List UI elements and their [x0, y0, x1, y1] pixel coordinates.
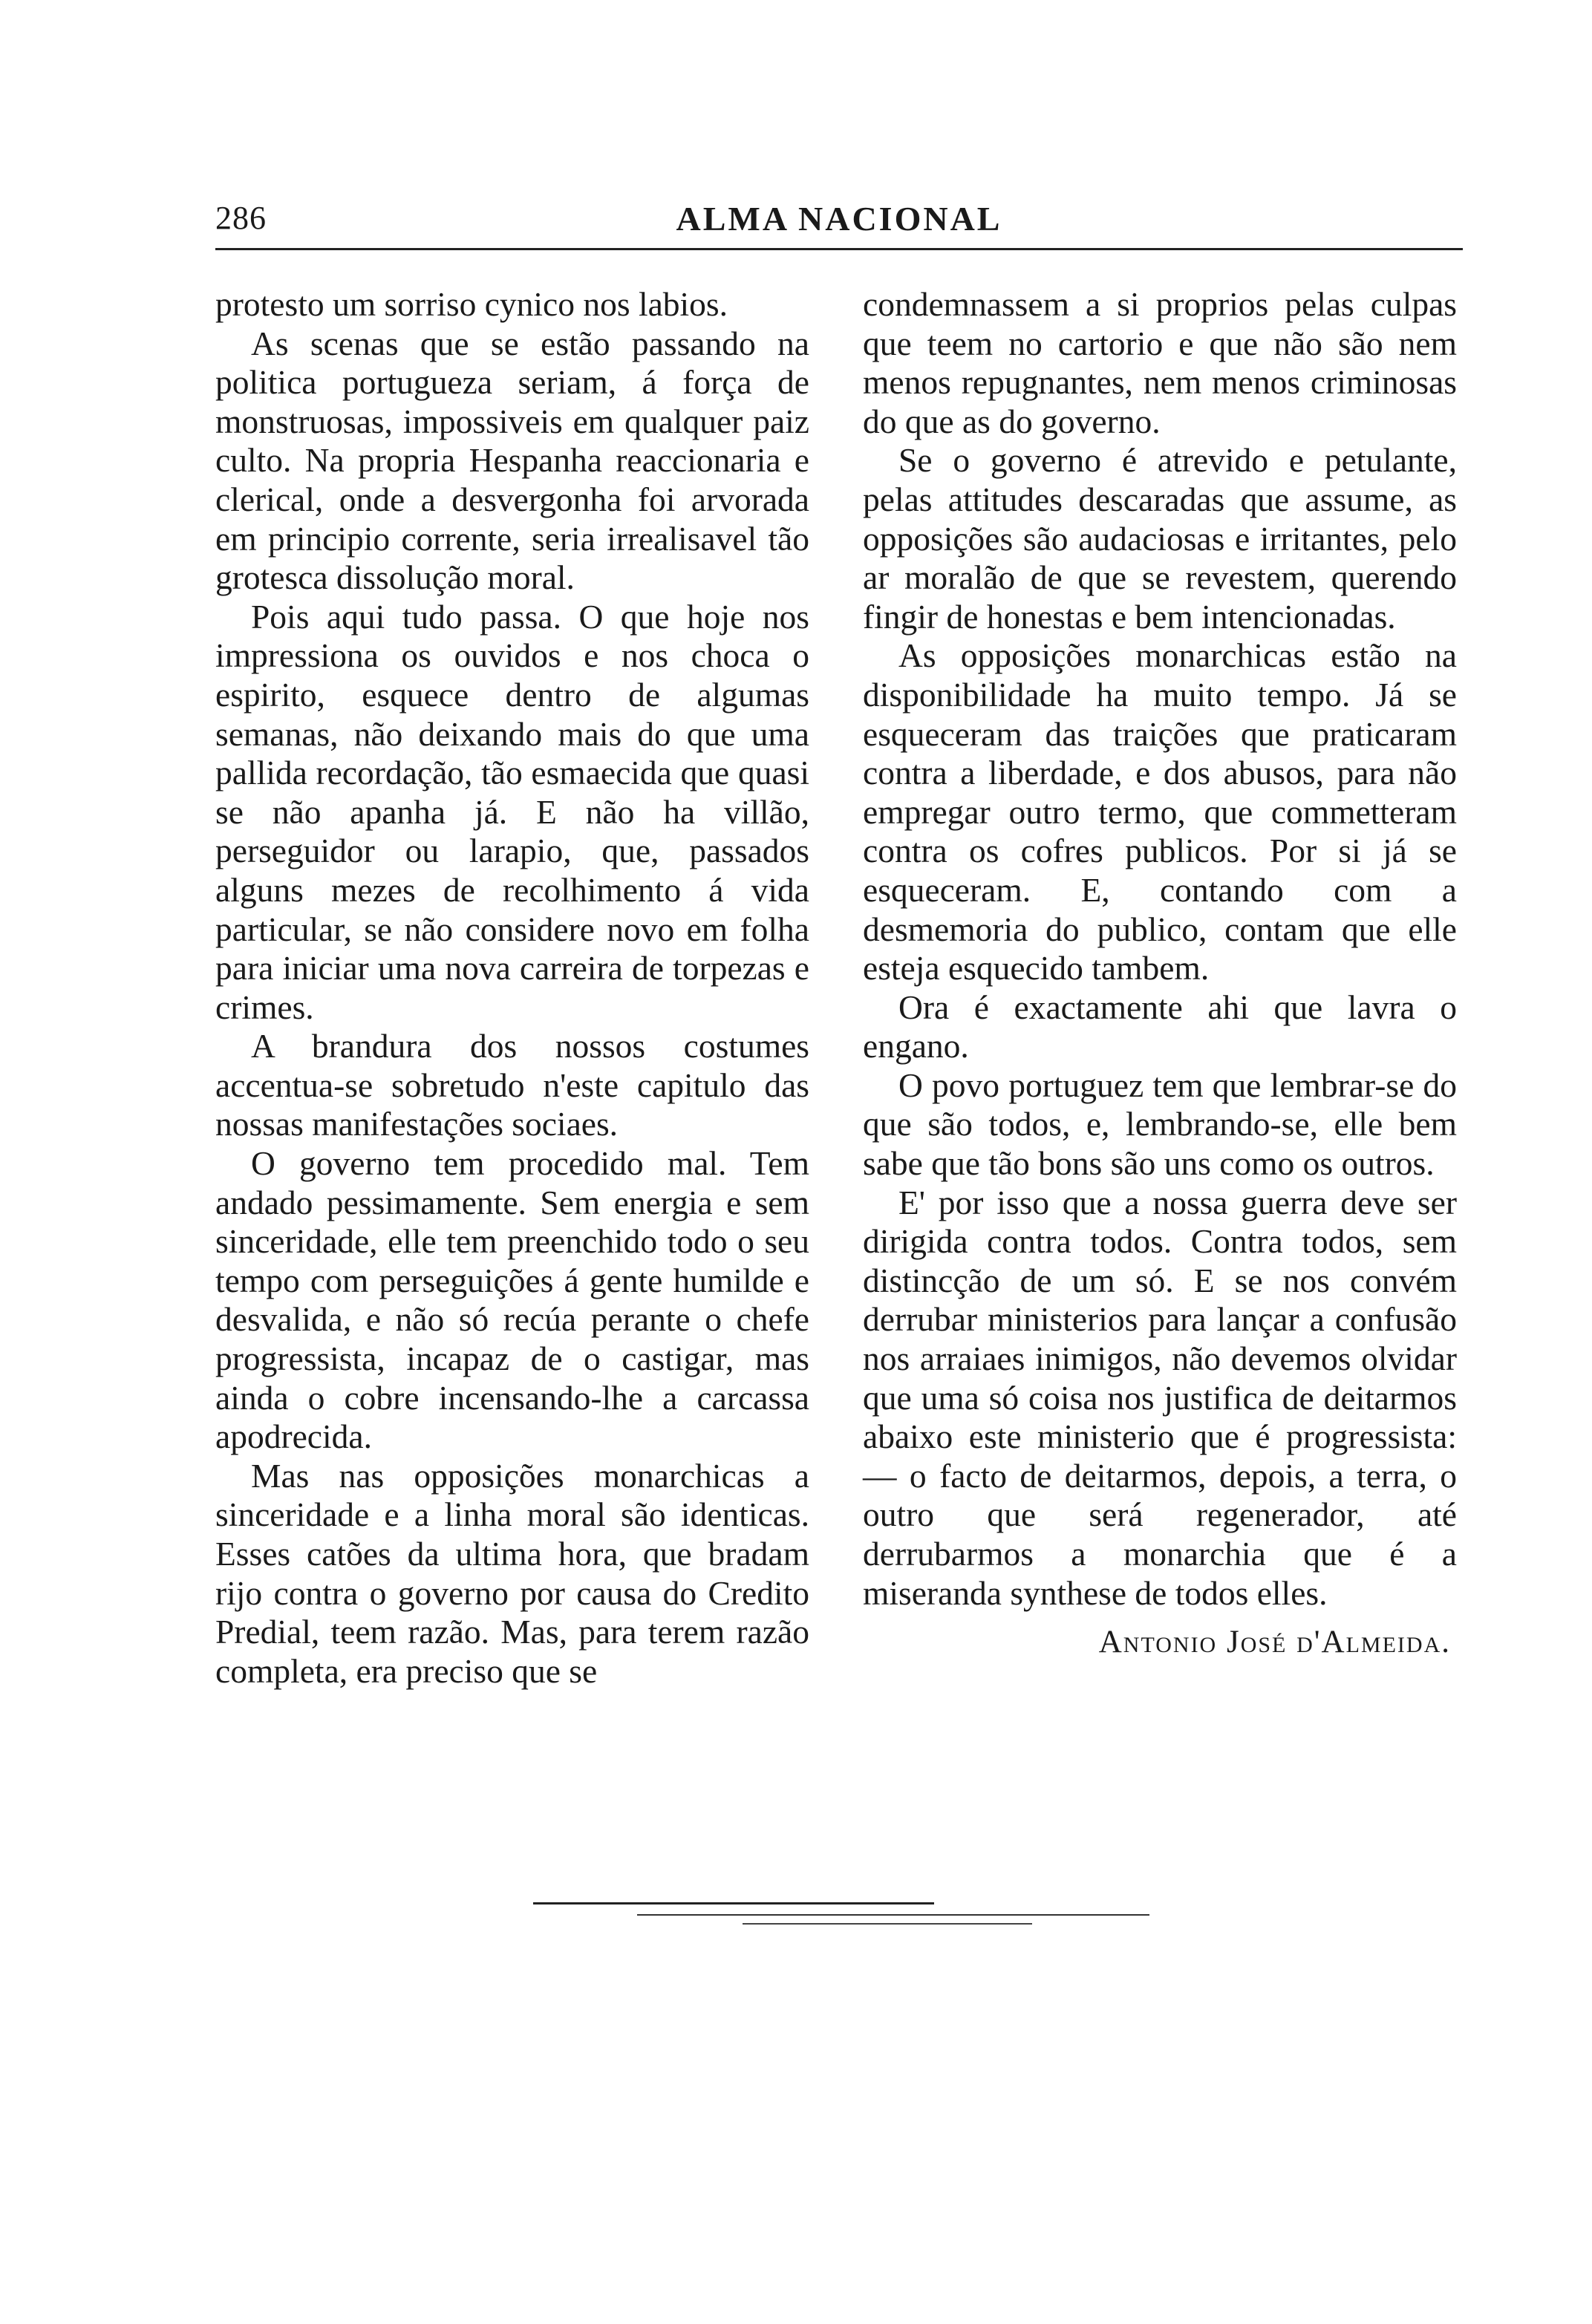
paragraph: O povo portuguez tem que lembrar-se do que são todos, e, lembrando-se, elle bem sabe que tão bons são uns como os outros.: [863, 1065, 1457, 1183]
paragraph: protesto um sorriso cynico nos labios.: [215, 285, 728, 323]
paragraph: As opposições monarchicas estão na disponibilidade ha muito tempo. Já se esqueceram das traições que praticaram contra a liberdade, e dos abusos, para não empregar outro termo, que commetteram contra os cofres publicos. Por si já se esqueceram. E, contando com a desmemoria do publico, contam que elle esteja esquecido tambem.: [863, 636, 1457, 988]
header-rule: [215, 248, 1463, 250]
paragraph: Pois aqui tudo passa. O que hoje nos impressiona os ouvidos e nos choca o espirito, esquece dentro de algumas semanas, não deixando mais do que uma pallida recordação, tão esmaecida que quasi se não apanha já. E não ha villão, perseguidor ou larapio, que, passados alguns mezes de recolhimento á vida particular, se não considere novo em folha para iniciar uma nova carreira de torpezas e crimes.: [215, 597, 809, 1026]
end-ornament-rule: [637, 1914, 1149, 1916]
page-number: 286: [215, 200, 267, 236]
end-ornament-rule: [533, 1902, 934, 1904]
right-column: [863, 285, 1457, 1662]
left-column: [215, 285, 809, 1691]
paragraph: E' por isso que a nossa guerra deve ser dirigida contra todos. Contra todos, sem distincção de um só. E se nos convém derrubar ministerios para lançar a confusão nos arraiaes inimigos, não devemos olvidar que uma só coisa nos justifica de deitarmos abaixo este ministerio que é progressista: — o facto de deitarmos, depois, a terra, o outro que será regenerador, até derrubarmos a monarchia que é a miseranda synthese de todos elles.: [863, 1183, 1457, 1612]
journal-title: ALMA NACIONAL: [676, 200, 1002, 238]
paragraph: Se o governo é atrevido e petulante, pelas attitudes descaradas que assume, as opposições são audaciosas e irritantes, pelo ar moralão de que se revestem, querendo fingir de honestas e bem intencionadas.: [863, 441, 1457, 636]
paragraph: O governo tem procedido mal. Tem andado pessimamente. Sem energia e sem sinceridade, elle tem preenchido todo o seu tempo com perseguições á gente humilde e desvalida, e não só recúa perante o chefe progressista, incapaz de o castigar, mas ainda o cobre incensando-lhe a carcassa apodrecida.: [215, 1144, 809, 1456]
end-ornament-rule: [743, 1923, 1032, 1925]
running-head: [215, 195, 1463, 247]
paragraph: condemnassem a si proprios pelas culpas que teem no cartorio e que não são nem menos repugnantes, nem menos criminosas do que as do governo.: [863, 285, 1457, 440]
paragraph: As scenas que se estão passando na politica portugueza seriam, á força de monstruosas, impossiveis em qualquer paiz culto. Na propria Hespanha reaccionaria e clerical, onde a desvergonha foi arvorada em principio corrente, seria irrealisavel tão grotesca dissolução moral.: [215, 324, 809, 597]
author-signature: Antonio José d'Almeida.: [1098, 1625, 1451, 1660]
paragraph: Mas nas opposições monarchicas a sinceridade e a linha moral são identicas. Esses catões da ultima hora, que bradam rijo contra o governo por causa do Credito Predial, teem razão. Mas, para terem razão completa, era preciso que se: [215, 1456, 809, 1690]
paragraph: Ora é exactamente ahi que lavra o engano.: [863, 988, 1457, 1065]
paragraph: A brandura dos nossos costumes accentua-se sobretudo n'este capitulo das nossas manifestações sociaes.: [215, 1027, 809, 1143]
